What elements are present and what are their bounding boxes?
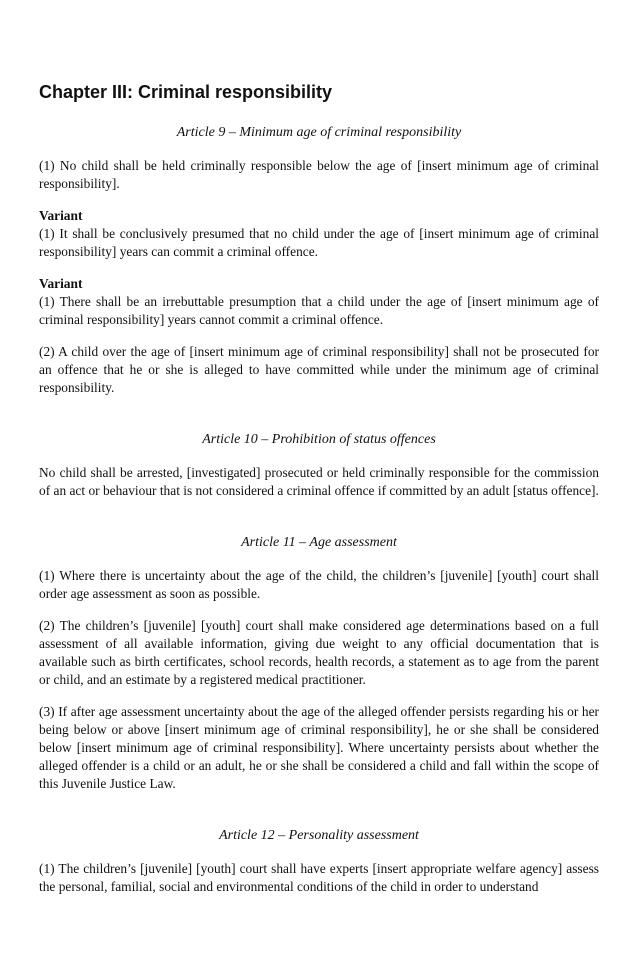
article-heading: Article 10 – Prohibition of status offences xyxy=(202,432,436,447)
chapter-title: Chapter III: Criminal responsibility xyxy=(39,82,333,102)
paragraph-text: (3) If after age assessment uncertainty about the age of the alleged offender persists regarding his or her being below or above [insert minimum age of criminal responsibility], he or she shall be considered below [insert minimum age of criminal responsibility]. Where uncertainty persists about whether the alleged offender is a child or an adult, he or she shall be considered a child and fall within the scope of this Juvenile Justice Law. xyxy=(39,704,599,791)
paragraph-text: (2) A child over the age of [insert minimum age of criminal responsibility] shall not be prosecuted for an offence that he or she is alleged to have committed while under the minimum age of criminal responsibility. xyxy=(39,344,599,395)
paragraph xyxy=(39,860,599,896)
paragraph-text: (1) No child shall be held criminally responsible below the age of [insert minimum age of criminal responsibility]. xyxy=(39,158,599,191)
paragraph xyxy=(39,275,599,329)
article-heading: Article 9 – Minimum age of criminal responsibility xyxy=(176,125,462,140)
article-11 xyxy=(39,534,599,793)
paragraph xyxy=(39,617,599,689)
paragraph-text: (1) There shall be an irrebuttable presumption that a child under the age of [insert minimum age of criminal responsibility] years cannot commit a criminal offence. xyxy=(39,294,599,327)
variant-label: Variant xyxy=(39,208,83,223)
article-heading: Article 11 – Age assessment xyxy=(241,535,397,550)
paragraph-text: (1) It shall be conclusively presumed that no child under the age of [insert minimum age of criminal responsibility] years can commit a criminal offence. xyxy=(39,226,599,259)
paragraph-text: (1) Where there is uncertainty about the age of the child, the children’s [juvenile] [youth] court shall order age assessment as soon as possible. xyxy=(39,568,599,601)
article-12 xyxy=(39,827,599,896)
paragraph xyxy=(39,464,599,500)
paragraph xyxy=(39,343,599,397)
paragraph-text: (1) The children’s [juvenile] [youth] court shall have experts [insert appropriate welfare agency] assess the personal, familial, social and environmental conditions of the child in order to understand xyxy=(39,861,599,894)
paragraph-text: (2) The children’s [juvenile] [youth] court shall make considered age determinations based on a full assessment of all available information, giving due weight to any official documentation that is available such as birth certificates, school records, health records, a statement as to age from the parent or child, and an estimate by a registered medical practitioner. xyxy=(39,618,599,687)
paragraph-text: No child shall be arrested, [investigated] prosecuted or held criminally responsible for the commission of an act or behaviour that is not considered a criminal offence if committed by an adult [status offence]. xyxy=(39,465,599,498)
article-10 xyxy=(39,431,599,500)
paragraph xyxy=(39,703,599,793)
variant-label: Variant xyxy=(39,276,83,291)
document-page xyxy=(39,80,599,910)
paragraph xyxy=(39,207,599,261)
paragraph xyxy=(39,157,599,193)
article-heading: Article 12 – Personality assessment xyxy=(219,828,419,843)
article-9 xyxy=(39,124,599,397)
paragraph xyxy=(39,567,599,603)
